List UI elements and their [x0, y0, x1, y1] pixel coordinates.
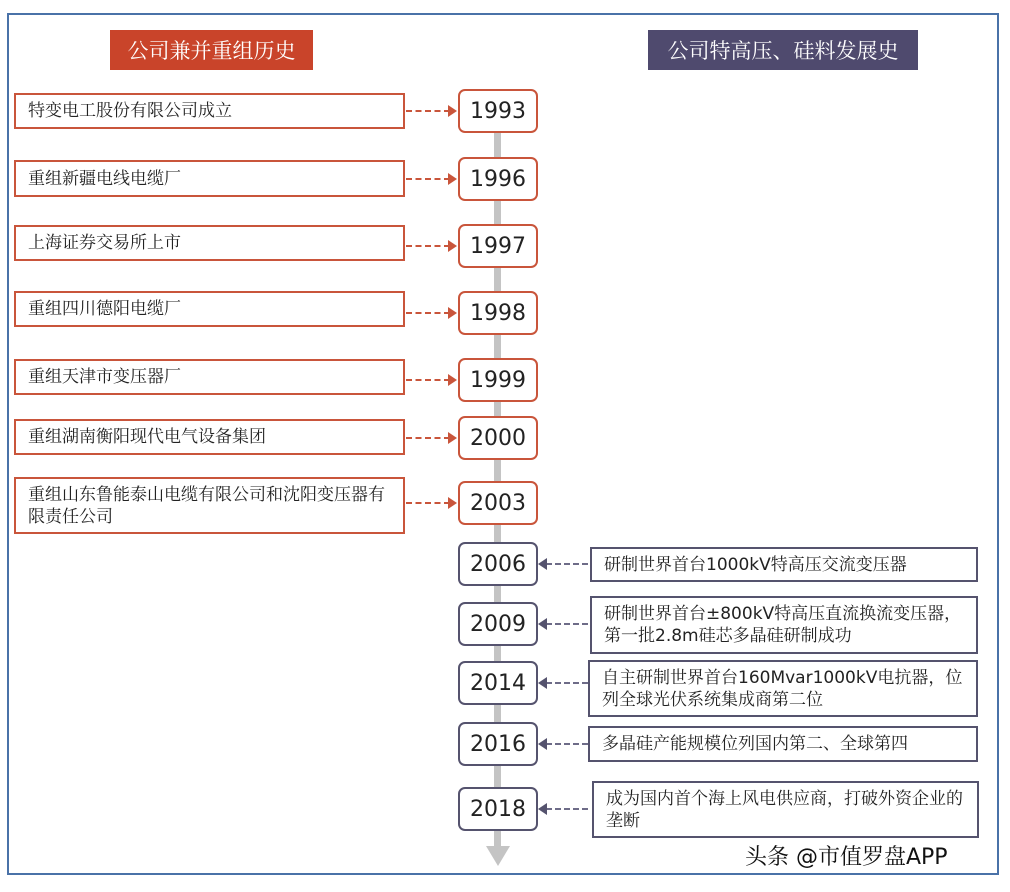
- merger-event-box: 特变电工股份有限公司成立: [14, 93, 405, 129]
- year-node: 2014: [458, 661, 538, 705]
- arrow-left-icon: [538, 738, 547, 750]
- dashed-connector: [546, 743, 588, 745]
- arrow-left-icon: [538, 558, 547, 570]
- year-node: 1996: [458, 157, 538, 201]
- timeline-arrow-down-icon: [486, 846, 510, 866]
- arrow-right-icon: [448, 105, 457, 117]
- year-node: 1998: [458, 291, 538, 335]
- merger-event-box: 上海证券交易所上市: [14, 225, 405, 261]
- dashed-connector: [406, 178, 450, 180]
- arrow-right-icon: [448, 497, 457, 509]
- development-event-box: 多晶硅产能规模位列国内第二、全球第四: [588, 726, 978, 762]
- arrow-right-icon: [448, 240, 457, 252]
- development-event-box: 自主研制世界首台160Mvar1000kV电抗器，位列全球光伏系统集成商第二位: [588, 660, 978, 717]
- arrow-left-icon: [538, 677, 547, 689]
- year-node: 2016: [458, 722, 538, 766]
- arrow-right-icon: [448, 374, 457, 386]
- year-node: 1999: [458, 358, 538, 402]
- dashed-connector: [406, 437, 450, 439]
- dashed-connector: [406, 312, 450, 314]
- year-node: 2003: [458, 481, 538, 525]
- arrow-right-icon: [448, 307, 457, 319]
- year-node: 2009: [458, 602, 538, 646]
- watermark: 头条 @市值罗盘APP: [745, 845, 948, 870]
- year-node: 2006: [458, 542, 538, 586]
- merger-event-box: 重组天津市变压器厂: [14, 359, 405, 395]
- development-event-box: 成为国内首个海上风电供应商，打破外资企业的垄断: [592, 781, 979, 838]
- dashed-connector: [406, 110, 450, 112]
- year-node: 1997: [458, 224, 538, 268]
- arrow-left-icon: [538, 618, 547, 630]
- year-node: 2018: [458, 787, 538, 831]
- merger-event-box: 重组山东鲁能泰山电缆有限公司和沈阳变压器有限责任公司: [14, 477, 405, 534]
- arrow-right-icon: [448, 432, 457, 444]
- arrow-right-icon: [448, 173, 457, 185]
- merger-event-box: 重组湖南衡阳现代电气设备集团: [14, 419, 405, 455]
- dashed-connector: [406, 502, 450, 504]
- dashed-connector: [546, 563, 588, 565]
- year-node: 2000: [458, 416, 538, 460]
- merger-event-box: 重组四川德阳电缆厂: [14, 291, 405, 327]
- arrow-left-icon: [538, 803, 547, 815]
- left-section-header: 公司兼并重组历史: [110, 30, 313, 70]
- development-event-box: 研制世界首台1000kV特高压交流变压器: [590, 547, 978, 582]
- dashed-connector: [546, 808, 588, 810]
- dashed-connector: [406, 379, 450, 381]
- dashed-connector: [546, 682, 588, 684]
- dashed-connector: [406, 245, 450, 247]
- year-node: 1993: [458, 89, 538, 133]
- development-event-box: 研制世界首台±800kV特高压直流换流变压器，第一批2.8m硅芯多晶硅研制成功: [590, 596, 978, 654]
- dashed-connector: [546, 623, 588, 625]
- merger-event-box: 重组新疆电线电缆厂: [14, 160, 405, 197]
- right-section-header: 公司特高压、硅料发展史: [648, 30, 918, 70]
